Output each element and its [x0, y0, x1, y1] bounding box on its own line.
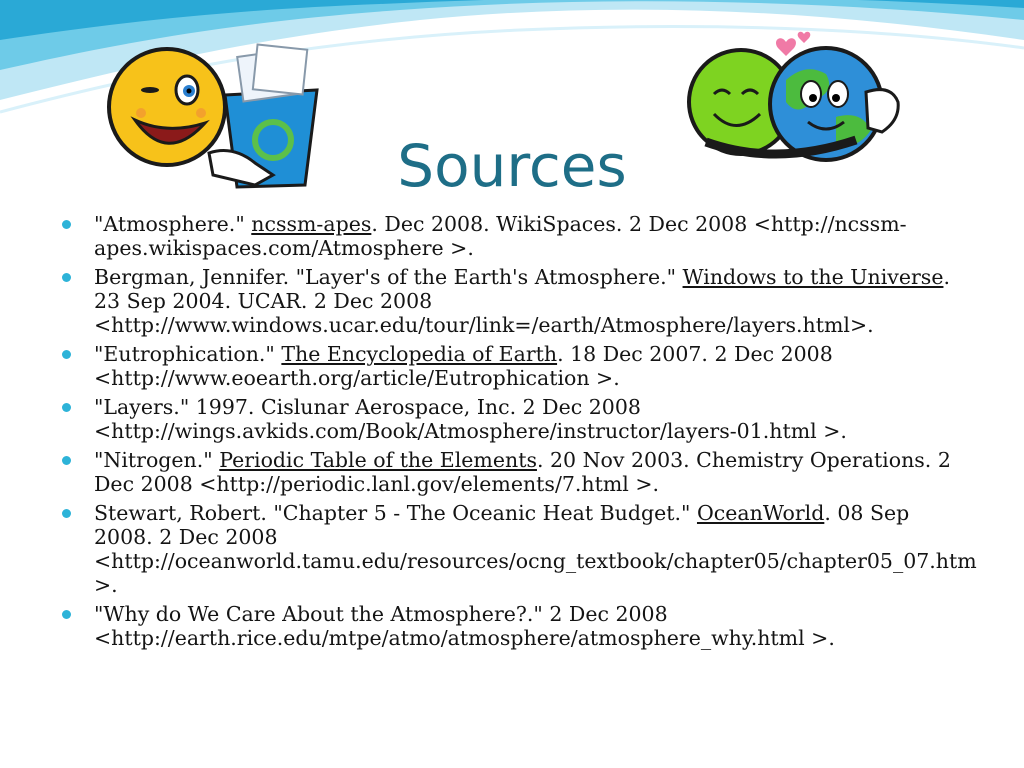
source-text-before: "Layers." 1997. Cislunar Aerospace, Inc. 2 Dec 2008 <http://wings.avkids.com/Book/Atmosphere/instructor/layers-01.html >.	[94, 395, 847, 443]
source-item	[60, 395, 970, 443]
source-text-before: Stewart, Robert. "Chapter 5 - The Oceanic Heat Budget."	[94, 501, 697, 525]
source-text-after: . 08 Sep 2008. 2 Dec 2008 <http://oceanworld.tamu.edu/resources/ocng_textbook/chapter05/chapter05_07.htm >.	[94, 501, 977, 597]
source-text-before: "Atmosphere."	[94, 212, 252, 236]
source-title-link[interactable]: Periodic Table of the Elements	[219, 448, 537, 472]
source-text-after: . 23 Sep 2004. UCAR. 2 Dec 2008 <http://www.windows.ucar.edu/tour/link=/earth/Atmosphere/layers.html>.	[94, 265, 950, 337]
source-item	[60, 265, 970, 337]
bullet-icon	[62, 273, 71, 282]
source-item	[60, 501, 977, 597]
sources-list	[60, 212, 977, 655]
bullet-icon	[62, 610, 71, 619]
source-text-before: Bergman, Jennifer. "Layer's of the Earth's Atmosphere."	[94, 265, 683, 289]
source-title-link[interactable]: Windows to the Universe	[682, 265, 944, 289]
slide-title: Sources	[397, 132, 627, 200]
source-title-link[interactable]: ncssm-apes	[251, 212, 372, 236]
source-item	[60, 212, 970, 260]
source-text-after: . 18 Dec 2007. 2 Dec 2008 <http://www.eoearth.org/article/Eutrophication >.	[94, 342, 833, 390]
source-item	[60, 602, 970, 650]
source-text-before: "Why do We Care About the Atmosphere?." 2 Dec 2008 <http://earth.rice.edu/mtpe/atmo/atmosphere/atmosphere_why.html >.	[94, 602, 835, 650]
source-title-link[interactable]: OceanWorld	[696, 501, 825, 525]
bullet-icon	[62, 456, 71, 465]
source-text-before: "Eutrophication."	[94, 342, 282, 366]
bullet-icon	[62, 350, 71, 359]
source-item	[60, 448, 970, 496]
source-title-link[interactable]: The Encyclopedia of Earth	[281, 342, 558, 366]
source-item	[60, 342, 970, 390]
source-text-after: . 20 Nov 2003. Chemistry Operations. 2 Dec 2008 <http://periodic.lanl.gov/elements/7.html >.	[94, 448, 951, 496]
bullet-icon	[62, 509, 71, 518]
source-text-after: . Dec 2008. WikiSpaces. 2 Dec 2008 <http://ncssm-apes.wikispaces.com/Atmosphere >.	[94, 212, 907, 260]
source-text-before: "Nitrogen."	[94, 448, 220, 472]
bullet-icon	[62, 220, 71, 229]
bullet-icon	[62, 403, 71, 412]
